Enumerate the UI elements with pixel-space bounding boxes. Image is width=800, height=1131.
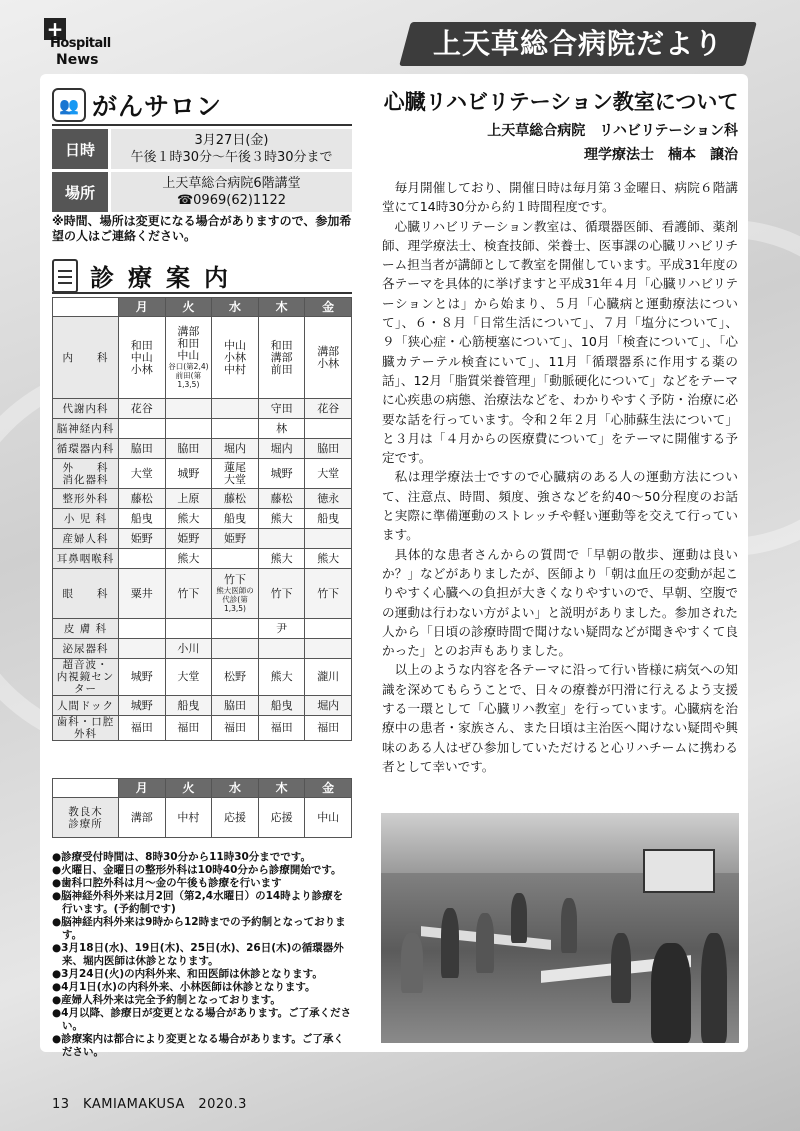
salon-date-row — [52, 129, 352, 169]
table-row — [53, 459, 352, 489]
department-name: 循環器内科 — [53, 439, 119, 459]
department-name: 泌尿器科 — [53, 639, 119, 659]
table-row — [53, 509, 352, 529]
schedule-title: 診療案内 — [90, 264, 242, 292]
note-item: ●4月1日(水)の内科外来、小林医師は休診となります。 — [52, 981, 316, 993]
doctor-names: 和田 溝部 前田 — [270, 338, 293, 376]
table-row — [53, 419, 352, 439]
department-name: 小 児 科 — [53, 509, 119, 529]
doctor-names: 船曳 — [177, 698, 200, 712]
schedule-cell — [258, 569, 305, 619]
schedule-cell — [258, 509, 305, 529]
schedule-cell — [119, 696, 166, 716]
schedule-cell — [212, 317, 259, 399]
schedule-cell — [212, 439, 259, 459]
schedule-cell — [305, 509, 352, 529]
doctor-names: 熊大 — [270, 511, 293, 525]
doctor-names: 脇田 — [223, 698, 246, 712]
hospital-news-logo — [44, 18, 122, 72]
department-name: 眼 科 — [53, 569, 119, 619]
table-row — [53, 489, 352, 509]
schedule-cell — [305, 659, 352, 696]
schedule-cell — [258, 399, 305, 419]
department-name: 整形外科 — [53, 489, 119, 509]
doctor-names: 船曳 — [130, 511, 153, 525]
schedule-cell — [119, 569, 166, 619]
doctor-names: 脇田 — [130, 441, 153, 455]
article-paragraph: 私は理学療法士ですので心臓病のある人の運動方法について、注意点、時間、頻度、強さなどを約40～50分程度のお話と実際に準備運動のストレッチや軽い運動等を交えて行っています。 — [382, 469, 738, 543]
schedule-cell: 溝部 — [119, 798, 166, 838]
schedule-cell — [305, 639, 352, 659]
doctor-names: 粟井 — [130, 586, 153, 600]
schedule-cell — [305, 489, 352, 509]
doctor-names: 尹 — [276, 621, 288, 635]
table-row — [53, 619, 352, 639]
schedule-cell — [165, 459, 212, 489]
schedule-cell — [165, 399, 212, 419]
table-row — [53, 399, 352, 419]
table-row — [53, 659, 352, 696]
table-row — [53, 549, 352, 569]
schedule-cell — [305, 317, 352, 399]
salon-place-row — [52, 172, 352, 212]
doctor-names: 藤松 — [130, 491, 153, 505]
doctor-names: 竹下 — [177, 586, 200, 600]
schedule-cell — [212, 569, 259, 619]
projector-screen — [643, 849, 715, 893]
note-item: ●歯科口腔外科は月～金の午後も診療を行います — [52, 877, 282, 889]
department-name: 外 科 消化器科 — [53, 459, 119, 489]
table-row — [53, 696, 352, 716]
date-value — [111, 129, 352, 169]
schedule-cell — [165, 489, 212, 509]
doctor-names: 花谷 — [130, 401, 153, 415]
place-line1: 上天草総合病院6階講堂 — [162, 176, 301, 191]
schedule-cell: 中山 — [305, 798, 352, 838]
schedule-cell — [212, 619, 259, 639]
doctor-names: 藤松 — [223, 491, 246, 505]
schedule-cell — [212, 459, 259, 489]
schedule-cell — [119, 489, 166, 509]
day-header: 水 — [212, 779, 259, 798]
schedule-cell — [305, 619, 352, 639]
day-header: 金 — [305, 779, 352, 798]
doctor-names: 熊大 — [177, 511, 200, 525]
place-line2: ☎0969(62)1122 — [176, 193, 287, 208]
article-body — [382, 178, 738, 776]
department-name: 歯科・口腔外科 — [53, 716, 119, 741]
salon-note: ※時間、場所は変更になる場合がありますので、参加希望の人はご連絡ください。 — [52, 214, 352, 243]
doctor-names: 熊大 — [177, 551, 200, 565]
schedule-notes — [52, 851, 352, 1059]
note-item: ●3月18日(水)、19日(木)、25日(水)、26日(木)の循環器外来、堀内医師は休診となります。 — [52, 942, 344, 967]
schedule-cell — [258, 489, 305, 509]
doctor-names: 中山 小林 中村 — [223, 338, 246, 376]
schedule-cell — [119, 419, 166, 439]
schedule-cell — [119, 659, 166, 696]
schedule-cell — [258, 696, 305, 716]
doctor-names: 福田 — [223, 721, 246, 734]
schedule-cell — [305, 419, 352, 439]
class-photo — [381, 813, 739, 1043]
schedule-cell — [165, 716, 212, 741]
schedule-cell — [165, 509, 212, 529]
doctor-names: 堀内 — [270, 441, 293, 455]
note-item: ●産婦人科外来は完全予約制となっております。 — [52, 994, 281, 1006]
department-name: 超音波・ 内視鏡センター — [53, 659, 119, 696]
doctor-names: 熊大 — [270, 551, 293, 565]
table-row — [53, 529, 352, 549]
table-row — [53, 569, 352, 619]
note-item: ●診療案内は都合により変更となる場合があります。ご了承ください。 — [52, 1033, 344, 1058]
doctor-names: 船曳 — [223, 511, 246, 525]
schedule-cell — [119, 509, 166, 529]
doctor-names: 姫野 — [177, 531, 200, 545]
doctor-names: 竹下 — [270, 586, 293, 600]
doctor-names: 脇田 — [317, 441, 340, 455]
schedule-cell — [212, 659, 259, 696]
logo-line2: News — [56, 52, 99, 68]
schedule-cell — [119, 716, 166, 741]
table-row — [53, 317, 352, 399]
day-header: 水 — [212, 298, 259, 317]
schedule-cell — [119, 639, 166, 659]
photo-person — [611, 933, 631, 1003]
schedule-cell — [165, 639, 212, 659]
department-name: 脳神経内科 — [53, 419, 119, 439]
doctor-names: 福田 — [130, 721, 153, 734]
schedule-table — [52, 297, 352, 741]
schedule-cell — [305, 459, 352, 489]
date-label: 日時 — [52, 129, 108, 169]
day-header: 木 — [258, 298, 305, 317]
schedule-cell — [258, 317, 305, 399]
schedule-cell — [258, 619, 305, 639]
schedule-cell — [305, 399, 352, 419]
note-item: ●脳神経外科外来は月2回（第2,4水曜日）の14時より診療を行います。(予約制です) — [52, 890, 344, 915]
schedule-cell — [119, 529, 166, 549]
article-author-dept: 上天草総合病院 リハビリテーション科 — [487, 123, 738, 139]
note-item: ●4月以降、診療日が変更となる場合があります。ご了承ください。 — [52, 1007, 352, 1032]
doctor-names: 守田 — [270, 401, 293, 415]
article-paragraph: 毎月開催しており、開催日時は毎月第３金曜日、病院６階講堂にて14時30分から約１時間程度です。 — [382, 180, 738, 215]
doctor-names: 大堂 — [317, 466, 340, 480]
schedule-cell — [305, 549, 352, 569]
schedule-cell — [119, 399, 166, 419]
schedule-cell — [212, 696, 259, 716]
department-name: 人間ドック — [53, 696, 119, 716]
schedule-cell — [212, 419, 259, 439]
schedule-cell — [212, 639, 259, 659]
doctor-names: 福田 — [270, 721, 293, 734]
schedule-cell — [258, 659, 305, 696]
doctor-names: 船曳 — [270, 698, 293, 712]
salon-title: がんサロン — [92, 92, 223, 121]
salon-header — [52, 88, 222, 122]
schedule-cell — [258, 549, 305, 569]
doctor-names: 徳永 — [317, 491, 340, 505]
doctor-names: 城野 — [130, 698, 153, 712]
doctor-names: 大堂 — [130, 466, 153, 480]
doctor-names: 城野 — [177, 466, 200, 480]
table-row — [53, 639, 352, 659]
schedule-cell — [258, 639, 305, 659]
banner-title: 上天草総合病院だより — [432, 27, 723, 60]
department-name: 産婦人科 — [53, 529, 119, 549]
doctor-names: 脇田 — [177, 441, 200, 455]
schedule-cell — [165, 619, 212, 639]
department-name: 耳鼻咽喉科 — [53, 549, 119, 569]
article-title: 心臓リハビリテーション教室について — [383, 90, 739, 114]
schedule-header — [52, 258, 242, 293]
schedule-cell — [119, 439, 166, 459]
photo-person — [476, 913, 494, 973]
schedule-cell — [165, 419, 212, 439]
people-icon: 👥 — [52, 88, 86, 122]
note-item: ●火曜日、金曜日の整形外科は10時40分から診療開始です。 — [52, 864, 342, 876]
note-item: ●3月24日(火)の内科外来、和田医師は休診となります。 — [52, 968, 323, 980]
doctor-names: 船曳 — [317, 511, 340, 525]
schedule-cell — [305, 529, 352, 549]
schedule-cell — [212, 509, 259, 529]
article-paragraph: 心臓リハビリテーション教室は、循環器医師、看護師、薬剤師、理学療法士、検査技師、栄養士、医事課の心臓リハビリチーム担当者が講師として教室を開催しています。平成31年度の各テーマを具体的に挙げますと平成31年４月「心臓リハビリテーションとは」から始まり、５月「心臓病と運動療法について」、６・８月「日常生活について」、７月「塩分について」、９「狭心症・心筋梗塞について」、10月「検査について」、「心臓カテーテル検査にいて」、11月「循環器系に作用する薬の話」、12月「脂質栄養管理」「動脈硬化について」などをテーマに心疾患の病態、治療法などを、わかりやすく予防・治療に必要な話を行っています。令和２年２月「心肺蘇生法について」と３月は「４月からの医療費について」をテーマに開催する予定です。 — [382, 218, 738, 466]
schedule-cell — [165, 659, 212, 696]
day-header: 火 — [165, 298, 212, 317]
article-paragraph: 具体的な患者さんからの質問で「早朝の散歩、運動は良いか？」などがありましたが、医師より「朝は血圧の変動が起こりやすく心臓への負担が大きくなりやすいので、早朝、空腹での運動は行わない方がよい」と説明がありました。参加された人から「日頃の診療時間で聞けない疑問などが聞きやすくて良かった」とのお声もありました。 — [382, 546, 738, 659]
doctor-names: 松野 — [223, 670, 246, 683]
divider — [52, 292, 352, 294]
day-header: 火 — [165, 779, 212, 798]
schedule-cell — [165, 569, 212, 619]
schedule-cell — [212, 549, 259, 569]
photo-person — [701, 933, 727, 1043]
schedule-cell — [119, 549, 166, 569]
doctor-names: 竹下 — [317, 586, 340, 600]
doctor-names: 福田 — [317, 721, 340, 734]
schedule-cell — [119, 619, 166, 639]
date-line2: 午後１時30分～午後３時30分まで — [130, 150, 333, 165]
schedule-cell — [305, 696, 352, 716]
department-name: 代謝内科 — [53, 399, 119, 419]
note-item: ●脳神経内科外来は9時から12時までの予約制となっております。 — [52, 916, 346, 941]
article-paragraph: 以上のような内容を各テーマに沿って行い皆様に病気への知識を深めてもらうことで、日々の療養が円滑に行えるよう支援する一環として「心臓リハ教室」を行っています。心臓病を治療中の患者・家族さん、また日頃は主治医へ聞けない疑問や興味のある人はぜひ参加していただけると心リハチームに携わる者として幸いです。 — [382, 662, 739, 774]
schedule-cell — [258, 716, 305, 741]
photo-person — [401, 933, 423, 993]
doctor-names: 堀内 — [317, 698, 340, 712]
doctor-names: 花谷 — [317, 401, 340, 415]
doctor-names: 蓮尾 大堂 — [223, 460, 246, 486]
doctor-names: 城野 — [270, 466, 293, 480]
clinic-table — [52, 778, 352, 838]
doctor-names: 福田 — [177, 721, 200, 734]
place-label: 場所 — [52, 172, 108, 212]
doctor-names: 姫野 — [223, 531, 246, 545]
photo-person — [441, 908, 459, 978]
page-footer: 13 KAMIAMAKUSA 2020.3 — [52, 1097, 247, 1112]
doctor-names: 竹下 — [223, 573, 246, 586]
cell-note: 熊大医師の 代診(第1,3,5) — [216, 586, 254, 613]
cross-icon: + — [44, 18, 66, 40]
photo-person — [651, 943, 691, 1043]
photo-person — [561, 898, 577, 953]
doctor-names: 藤松 — [270, 491, 293, 505]
doctor-names: 城野 — [130, 670, 153, 683]
table-corner — [53, 298, 119, 317]
schedule-cell — [165, 439, 212, 459]
day-header: 金 — [305, 298, 352, 317]
table-row — [53, 439, 352, 459]
doctor-names: 溝部 小林 — [317, 344, 340, 370]
schedule-cell — [305, 716, 352, 741]
day-header: 月 — [119, 779, 166, 798]
schedule-cell: 中村 — [165, 798, 212, 838]
day-header: 月 — [119, 298, 166, 317]
day-header: 木 — [258, 779, 305, 798]
schedule-cell — [212, 399, 259, 419]
doctor-names: 小川 — [177, 641, 200, 655]
schedule-cell — [119, 459, 166, 489]
schedule-cell — [258, 439, 305, 459]
note-item: ●診療受付時間は、8時30分から11時30分までです。 — [52, 851, 311, 863]
clipboard-icon — [52, 259, 78, 293]
doctor-names: 堀内 — [223, 441, 246, 455]
article-author-name: 理学療法士 楠本 譲治 — [584, 147, 738, 163]
schedule-cell — [305, 439, 352, 459]
cell-note: 谷口(第2,4) 前田(第1,3,5) — [168, 362, 209, 389]
schedule-cell — [119, 317, 166, 399]
schedule-cell — [258, 529, 305, 549]
schedule-cell — [165, 317, 212, 399]
doctor-names: 林 — [276, 421, 288, 435]
date-line1: 3月27日(金) — [194, 133, 269, 148]
schedule-cell — [165, 549, 212, 569]
place-value — [111, 172, 352, 212]
doctor-names: 溝部 和田 中山 — [177, 325, 200, 362]
table-row — [53, 798, 352, 838]
doctor-names: 大堂 — [177, 670, 200, 683]
schedule-cell — [165, 529, 212, 549]
schedule-cell — [165, 696, 212, 716]
doctor-names: 熊大 — [317, 551, 340, 565]
department-name: 教良木 診療所 — [53, 798, 119, 838]
schedule-cell — [212, 489, 259, 509]
table-row — [53, 716, 352, 741]
schedule-cell — [258, 419, 305, 439]
doctor-names: 熊大 — [270, 670, 293, 683]
doctor-names: 姫野 — [130, 531, 153, 545]
doctor-names: 瀧川 — [317, 670, 340, 683]
schedule-cell — [305, 569, 352, 619]
department-name: 皮 膚 科 — [53, 619, 119, 639]
doctor-names: 上原 — [177, 491, 200, 505]
divider — [52, 124, 352, 126]
schedule-cell: 応援 — [212, 798, 259, 838]
photo-person — [511, 893, 527, 943]
logo-line1: Hospitall — [50, 36, 111, 51]
doctor-names: 和田 中山 小林 — [130, 338, 153, 376]
schedule-cell — [212, 716, 259, 741]
schedule-cell: 応援 — [258, 798, 305, 838]
schedule-cell — [212, 529, 259, 549]
department-name: 内 科 — [53, 317, 119, 399]
schedule-cell — [258, 459, 305, 489]
table-corner — [53, 779, 119, 798]
